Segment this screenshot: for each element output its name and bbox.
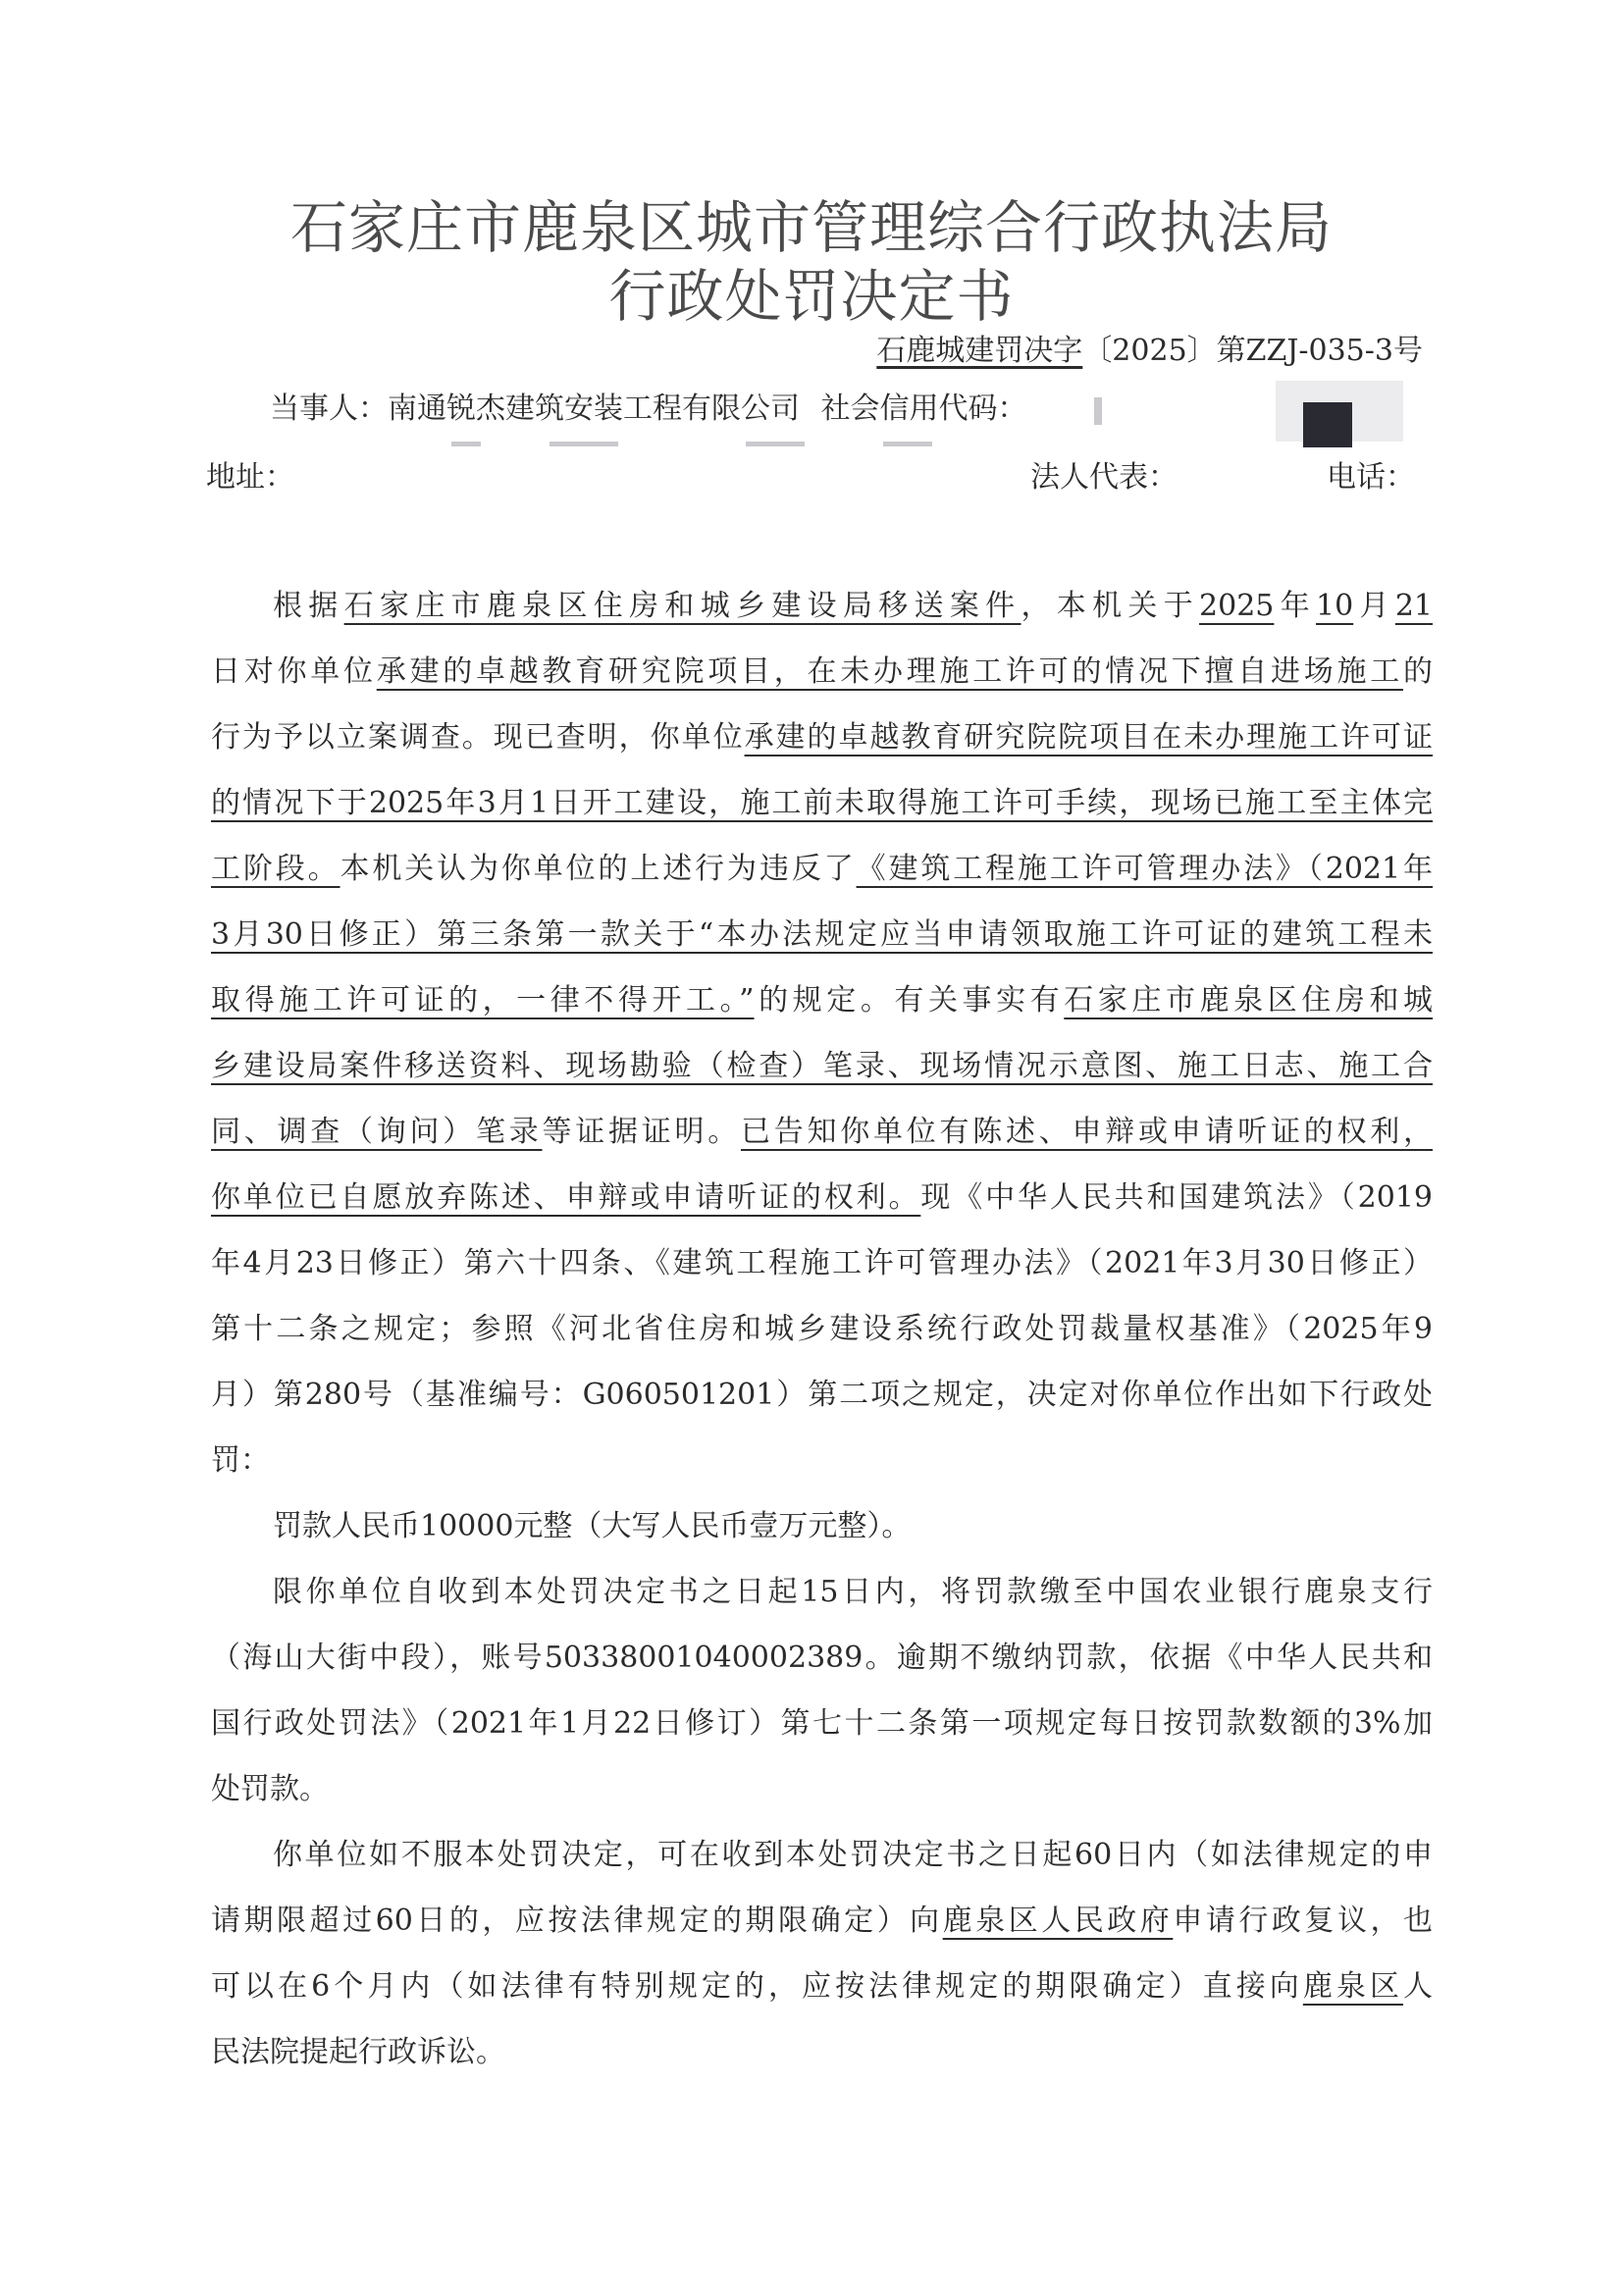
underlined-text: 你单位已自愿放弃陈述、申辩或申请听证的权利。 (211, 1180, 921, 1215)
underlined-text: 鹿泉区人民政府 (942, 1904, 1174, 1938)
underlined-text: 已告知你单位有陈述、申辩或申请听证的权利， (741, 1115, 1433, 1149)
body-line: 你单位如不服本处罚决定，可在收到本处罚决定书之日起60日内（如法律规定的申 (273, 1838, 1433, 1872)
phone-label: 电话： (1327, 460, 1415, 495)
body-line: 限你单位自收到本处罚决定书之日起15日内，将罚款缴至中国农业银行鹿泉支行 (273, 1575, 1433, 1609)
body-line (211, 720, 1434, 755)
underlined-text: 21 (1394, 589, 1434, 623)
underlined-text: 《建筑工程施工许可管理办法》（2021年 (856, 852, 1433, 886)
document-number-rest: 〔2025〕第ZZJ-035-3号 (1082, 334, 1423, 368)
underlined-text: 承建的卓越教育研究院项目，在未办理施工许可的情况下擅自进场施工 (376, 654, 1403, 689)
text-run: 根据 (273, 589, 344, 623)
redaction-mark (451, 442, 481, 446)
underlined-text: 2025 (1199, 589, 1275, 623)
body-line (211, 1115, 1433, 1149)
body-line (211, 654, 1433, 689)
underlined-text: 工阶段。 (211, 852, 340, 886)
body-line (211, 917, 1433, 952)
redaction-mark (1303, 402, 1352, 447)
party-label: 当事人： (270, 391, 388, 426)
body-line: （海山大街中段），账号50338001040002389。逾期不缴纳罚款，依据《中华人民共和 (211, 1641, 1433, 1675)
body-line: 民法院提起行政诉讼。 (211, 2035, 505, 2069)
party-name: 南通锐杰建筑安装工程有限公司 (388, 391, 800, 426)
text-run: 请期限超过60日的，应按法律规定的期限确定）向 (211, 1904, 943, 1938)
body-line (211, 786, 1433, 820)
body-line (211, 1969, 1434, 2004)
address-label: 地址： (206, 460, 294, 495)
text-run: 的 (1403, 654, 1433, 689)
text-run: 行为予以立案调查。现已查明，你单位 (211, 720, 745, 755)
text-run: 等证据证明。 (542, 1115, 741, 1149)
document-number-prefix: 石鹿城建罚决字 (876, 334, 1083, 368)
text-run: 月 (1353, 589, 1395, 623)
penalty-line: 罚款人民币10000元整（大写人民币壹万元整）。 (273, 1509, 912, 1543)
underlined-text: 鹿泉区 (1302, 1969, 1404, 2004)
underlined-text: 10 (1316, 589, 1354, 623)
redaction-mark (1094, 397, 1102, 425)
body-line: 国行政处罚法》（2021年1月22日修订）第七十二条第一项规定每日按罚款数额的3%加 (211, 1706, 1433, 1741)
body-line (211, 983, 1434, 1018)
underlined-text: 石家庄市鹿泉区住房和城乡建设局移送案件 (343, 589, 1021, 623)
body-line: 第十二条之规定；参照《河北省住房和城乡建设系统行政处罚裁量权基准》（2025年9 (211, 1312, 1433, 1346)
body-line (211, 1180, 1433, 1215)
text-run: 申请行政复议，也 (1173, 1904, 1434, 1938)
underlined-text: 石家庄市鹿泉区住房和城 (1064, 983, 1434, 1018)
text-run: 年 (1274, 589, 1317, 623)
underlined-text: 乡建设局案件移送资料、现场勘验（检查）笔录、现场情况示意图、施工日志、施工合 (211, 1049, 1433, 1083)
body-line (211, 852, 1433, 886)
redaction-mark (883, 442, 932, 446)
document-number (876, 326, 1423, 369)
body-line: 年4月23日修正）第六十四条、《建筑工程施工许可管理办法》（2021年3月30日修正） (211, 1246, 1433, 1280)
agency-title: 石家庄市鹿泉区城市管理综合行政执法局 (289, 194, 1333, 261)
underlined-text: 同、调查（询问）笔录 (211, 1115, 543, 1149)
document-title: 行政处罚决定书 (608, 263, 1015, 330)
credit-code-label: 社会信用代码： (820, 391, 1027, 426)
legal-rep-label: 法人代表： (1030, 460, 1178, 495)
text-run: 人 (1403, 1969, 1434, 2004)
text-run: 可以在6个月内（如法律有特别规定的，应按法律规定的期限确定）直接向 (211, 1969, 1303, 2004)
body-line (211, 1049, 1433, 1083)
body-line (273, 589, 1434, 623)
underlined-text: 取得施工许可证的，一律不得开工。” (211, 983, 755, 1018)
body-line (211, 1906, 1433, 1936)
underlined-text: 的情况下于2025年3月1日开工建设，施工前未取得施工许可手续，现场已施工至主体完 (211, 786, 1433, 820)
text-run: ，本机关于 (1021, 589, 1200, 623)
underlined-text: 3月30日修正）第三条第一款关于“本办法规定应当申请领取施工许可证的建筑工程未 (211, 917, 1433, 952)
text-run: 现《中华人民共和国建筑法》（2019 (920, 1180, 1433, 1215)
text-run: 的规定。有关事实有 (754, 983, 1065, 1018)
phone-line (1327, 460, 1444, 495)
text-run: 日对你单位 (211, 654, 377, 689)
text-run: 本机关认为你单位的上述行为违反了 (340, 852, 857, 886)
body-line: 罚： (211, 1443, 270, 1478)
underlined-text: 承建的卓越教育研究院院项目在未办理施工许可证 (744, 720, 1434, 755)
redaction-mark (746, 442, 805, 446)
body-line: 处罚款。 (211, 1772, 329, 1806)
body-line: 月）第280号（基准编号：G060501201）第二项之规定，决定对你单位作出如下行政处 (211, 1378, 1433, 1412)
redaction-mark (550, 442, 618, 446)
